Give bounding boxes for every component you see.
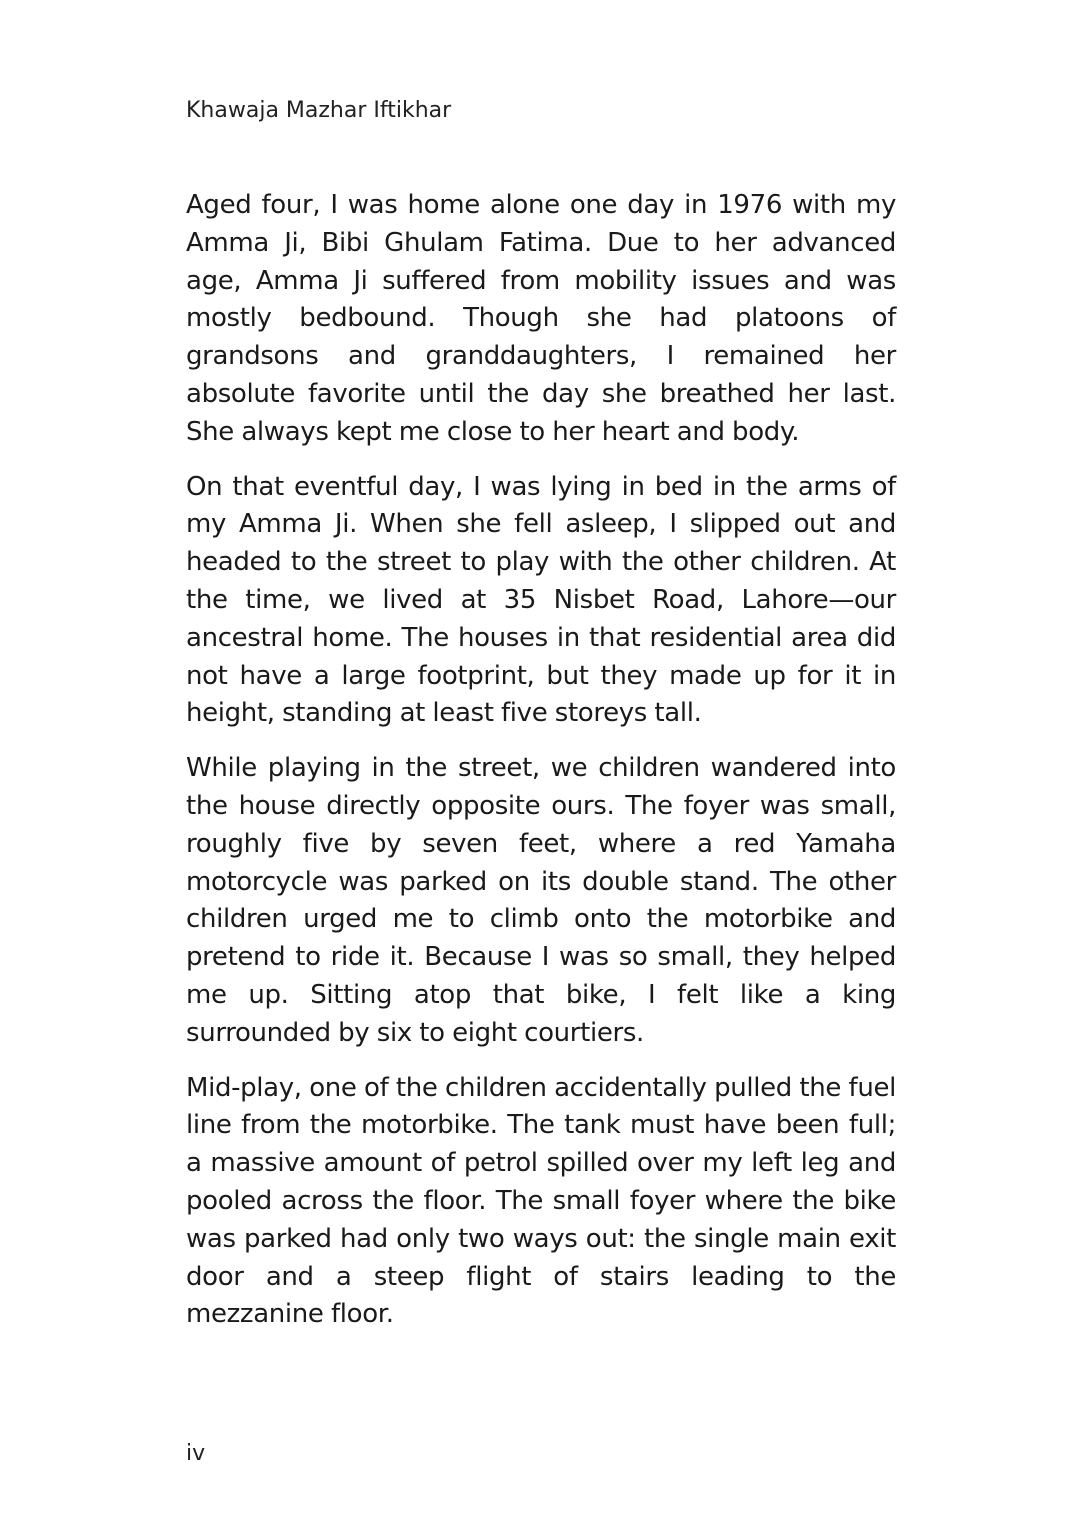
page-number: iv	[186, 1441, 206, 1466]
paragraph-4: Mid-play, one of the children accidentally pulled the fuel line from the motorbike. The tank must have been full; a massive amount of petrol spilled over my left leg and pooled across the floor. The small foyer where the bike was parked had only two ways out: the single main exit door and a steep flight of stairs leading to the mezzanine floor.	[186, 1072, 896, 1330]
body-text	[186, 187, 896, 1351]
paragraph-2: On that eventful day, I was lying in bed in the arms of my Amma Ji. When she fell asleep, I slipped out and headed to the street to play with the other children. At the time, we lived at 35 Nisbet Road, Lahore—our ancestral home. The houses in that residential area did not have a large footprint, but they made up for it in height, standing at least five storeys tall.	[186, 471, 896, 729]
running-header-author: Khawaja Mazhar Iftikhar	[186, 98, 452, 123]
paragraph-1: Aged four, I was home alone one day in 1976 with my Amma Ji, Bibi Ghulam Fatima. Due to her advanced age, Amma Ji suffered from mobility issues and was mostly bedbound. Though she had platoons of grandsons and granddaughters, I remained her absolute favorite until the day she breathed her last. She always kept me close to her heart and body.	[186, 190, 896, 447]
paragraph-3: While playing in the street, we children wandered into the house directly opposite ours. The foyer was small, roughly five by seven feet, where a red Yamaha motorcycle was parked on its double stand. The other children urged me to climb onto the motorbike and pretend to ride it. Because I was so small, they helped me up. Sitting atop that bike, I felt like a king surrounded by six to eight courtiers.	[186, 753, 896, 1048]
